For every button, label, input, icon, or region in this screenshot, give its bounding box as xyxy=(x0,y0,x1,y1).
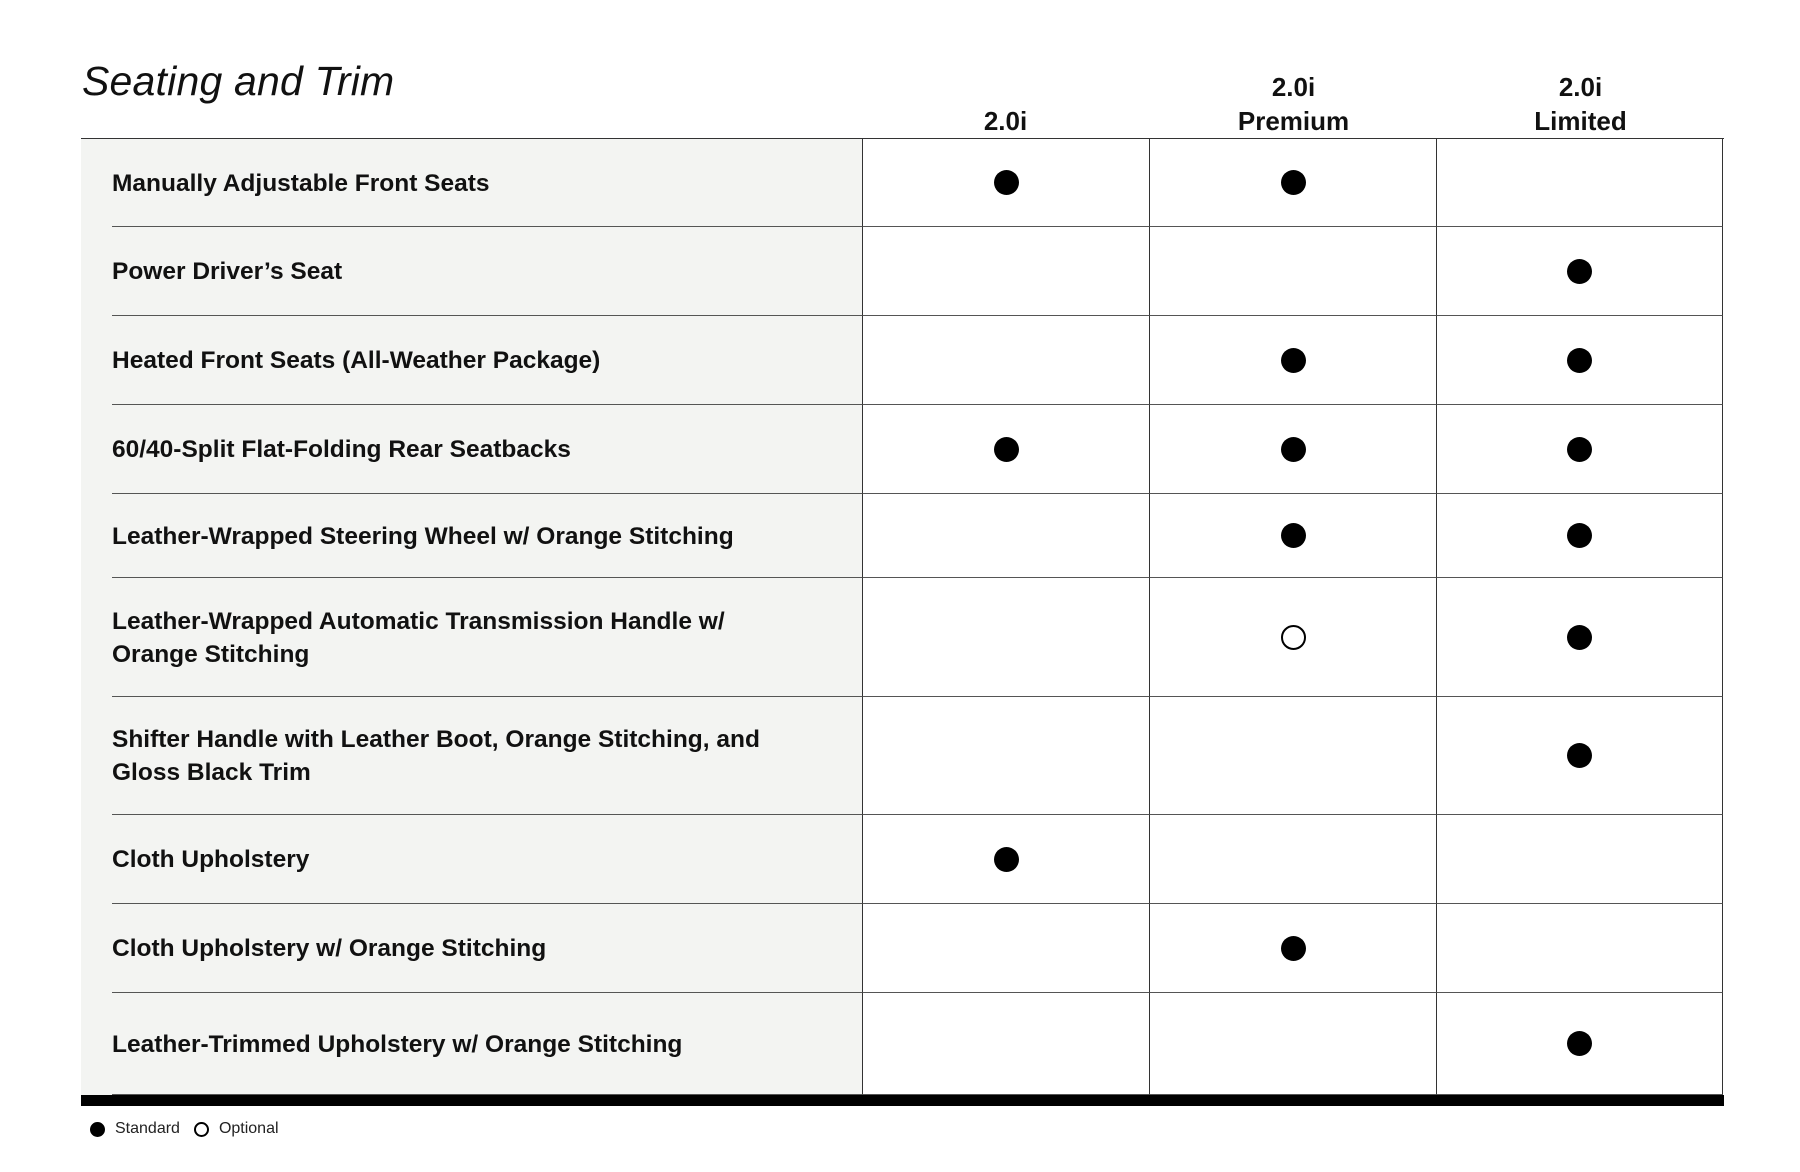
availability-cell xyxy=(1149,697,1436,815)
feature-label: Cloth Upholstery w/ Orange Stitching xyxy=(81,904,862,993)
availability-cell xyxy=(862,405,1149,494)
availability-cell xyxy=(1436,139,1723,227)
spec-table xyxy=(81,138,1724,1106)
column-header-2-0i-premium xyxy=(1150,58,1437,138)
column-header-line2: 2.0i xyxy=(983,106,1028,136)
availability-cell xyxy=(862,904,1149,993)
availability-cell xyxy=(1149,815,1436,904)
feature-label: Manually Adjustable Front Seats xyxy=(81,139,862,227)
availability-cell xyxy=(862,227,1149,316)
column-header-2-0i xyxy=(862,58,1149,138)
availability-cell xyxy=(1436,578,1723,697)
column-header-line2: Premium xyxy=(1237,106,1350,136)
filled-circle-icon xyxy=(1281,936,1306,961)
availability-cell xyxy=(1436,316,1723,405)
legend-optional xyxy=(194,1120,279,1138)
feature-label: Leather-Wrapped Automatic Transmission Handle w/ Orange Stitching xyxy=(81,578,862,697)
column-header-line1: 2.0i xyxy=(1271,72,1316,102)
feature-label: Leather-Trimmed Upholstery w/ Orange Stitching xyxy=(81,993,862,1095)
availability-cell xyxy=(1149,494,1436,578)
table-bottom-rule xyxy=(81,1095,1724,1106)
availability-cell xyxy=(1436,227,1723,316)
availability-cell xyxy=(862,494,1149,578)
table-row xyxy=(81,405,1724,494)
availability-cell xyxy=(1149,578,1436,697)
filled-circle-icon xyxy=(90,1122,105,1137)
page-title: Seating and Trim xyxy=(82,58,395,104)
hollow-circle-icon xyxy=(194,1122,209,1137)
filled-circle-icon xyxy=(994,170,1019,195)
availability-cell xyxy=(1149,904,1436,993)
filled-circle-icon xyxy=(1281,170,1306,195)
column-header-line1: 2.0i xyxy=(1558,72,1603,102)
availability-cell xyxy=(1149,993,1436,1095)
availability-cell xyxy=(862,815,1149,904)
table-row xyxy=(81,697,1724,815)
availability-cell xyxy=(1436,494,1723,578)
table-row xyxy=(81,494,1724,578)
feature-label: Cloth Upholstery xyxy=(81,815,862,904)
availability-cell xyxy=(862,697,1149,815)
availability-cell xyxy=(1149,227,1436,316)
filled-circle-icon xyxy=(1567,743,1592,768)
availability-cell xyxy=(862,316,1149,405)
filled-circle-icon xyxy=(1567,523,1592,548)
filled-circle-icon xyxy=(1281,348,1306,373)
column-header-line2: Limited xyxy=(1534,106,1627,136)
table-row xyxy=(81,578,1724,697)
hollow-circle-icon xyxy=(1281,625,1306,650)
filled-circle-icon xyxy=(1281,437,1306,462)
filled-circle-icon xyxy=(1567,1031,1592,1056)
availability-cell xyxy=(862,993,1149,1095)
feature-label: Power Driver’s Seat xyxy=(81,227,862,316)
availability-cell xyxy=(1149,405,1436,494)
table-row xyxy=(81,316,1724,405)
feature-label: Heated Front Seats (All-Weather Package) xyxy=(81,316,862,405)
filled-circle-icon xyxy=(994,437,1019,462)
table-row xyxy=(81,815,1724,904)
table-row xyxy=(81,904,1724,993)
filled-circle-icon xyxy=(1567,348,1592,373)
availability-cell xyxy=(1436,815,1723,904)
availability-cell xyxy=(1436,993,1723,1095)
table-row xyxy=(81,139,1724,227)
filled-circle-icon xyxy=(1567,259,1592,284)
legend-standard-label: Standard xyxy=(115,1120,180,1137)
legend xyxy=(90,1120,293,1138)
availability-cell xyxy=(1436,904,1723,993)
filled-circle-icon xyxy=(1281,523,1306,548)
availability-cell xyxy=(1149,139,1436,227)
availability-cell xyxy=(1149,316,1436,405)
filled-circle-icon xyxy=(994,847,1019,872)
feature-label: 60/40-Split Flat-Folding Rear Seatbacks xyxy=(81,405,862,494)
availability-cell xyxy=(862,139,1149,227)
column-header-2-0i-limited xyxy=(1437,58,1724,138)
availability-cell xyxy=(1436,697,1723,815)
feature-label: Leather-Wrapped Steering Wheel w/ Orange Stitching xyxy=(81,494,862,578)
availability-cell xyxy=(862,578,1149,697)
availability-cell xyxy=(1436,405,1723,494)
legend-standard xyxy=(90,1120,180,1138)
filled-circle-icon xyxy=(1567,437,1592,462)
legend-optional-label: Optional xyxy=(218,1120,279,1137)
table-row xyxy=(81,993,1724,1095)
filled-circle-icon xyxy=(1567,625,1592,650)
feature-label: Shifter Handle with Leather Boot, Orange Stitching, and Gloss Black Trim xyxy=(81,697,862,815)
table-row xyxy=(81,227,1724,316)
